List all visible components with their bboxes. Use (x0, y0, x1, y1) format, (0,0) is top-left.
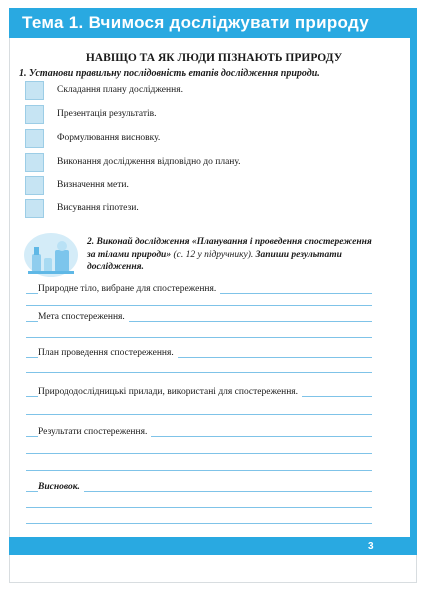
sequence-item-label: Складання плану дослідження. (57, 85, 183, 95)
task-2-prompt (87, 236, 373, 274)
writing-line[interactable] (26, 372, 372, 373)
writing-line[interactable] (26, 523, 372, 524)
answer-box[interactable] (25, 81, 44, 100)
field-label-natural-body: Природне тіло, вибране для спостереження. (38, 284, 220, 294)
topic-title: Тема 1. Вчимося досліджувати природу (22, 13, 370, 32)
sequence-item-label: Виконання дослідження відповідно до плану. (57, 157, 241, 167)
task-2-reference: (с. 12 у підручнику). (171, 249, 256, 260)
field-label-instruments: Природодослідницькі прилади, використані для спостереження. (38, 387, 302, 397)
sequence-item-label: Презентація результатів. (57, 109, 157, 119)
answer-box[interactable] (25, 199, 44, 218)
task-2-instruction: Запиши результати дослідження. (87, 249, 342, 272)
observation-illustration-icon (22, 232, 80, 278)
answer-box[interactable] (25, 176, 44, 195)
answer-box[interactable] (25, 153, 44, 172)
field-label-plan: План проведення спостереження. (38, 348, 178, 358)
sequence-item-label: Визначення мети. (57, 180, 129, 190)
sequence-item-label: Формулювання висновку. (57, 133, 161, 143)
writing-line[interactable] (26, 305, 372, 306)
page-number: 3 (368, 541, 374, 552)
conclusion-label: Висновок. (38, 482, 84, 492)
field-label-goal: Мета спостереження. (38, 312, 129, 322)
field-label-results: Результати спостереження. (38, 427, 151, 437)
answer-box[interactable] (25, 105, 44, 124)
writing-line[interactable] (26, 453, 372, 454)
writing-line[interactable] (26, 507, 372, 508)
task-2-title: 2. Виконай дослідження «Планування і проведення спостереження за тілами природи» (87, 237, 372, 260)
writing-line[interactable] (26, 470, 372, 471)
footer-bar (9, 537, 417, 555)
writing-line[interactable] (26, 337, 372, 338)
answer-box[interactable] (25, 129, 44, 148)
writing-line[interactable] (26, 414, 372, 415)
task-1-prompt: 1. Установи правильну послідовність етапів дослідження природи. (19, 68, 320, 79)
section-heading: НАВІЩО ТА ЯК ЛЮДИ ПІЗНАЮТЬ ПРИРОДУ (85, 52, 343, 64)
sequence-item-label: Висування гіпотези. (57, 203, 139, 213)
right-margin-bar (410, 8, 417, 548)
